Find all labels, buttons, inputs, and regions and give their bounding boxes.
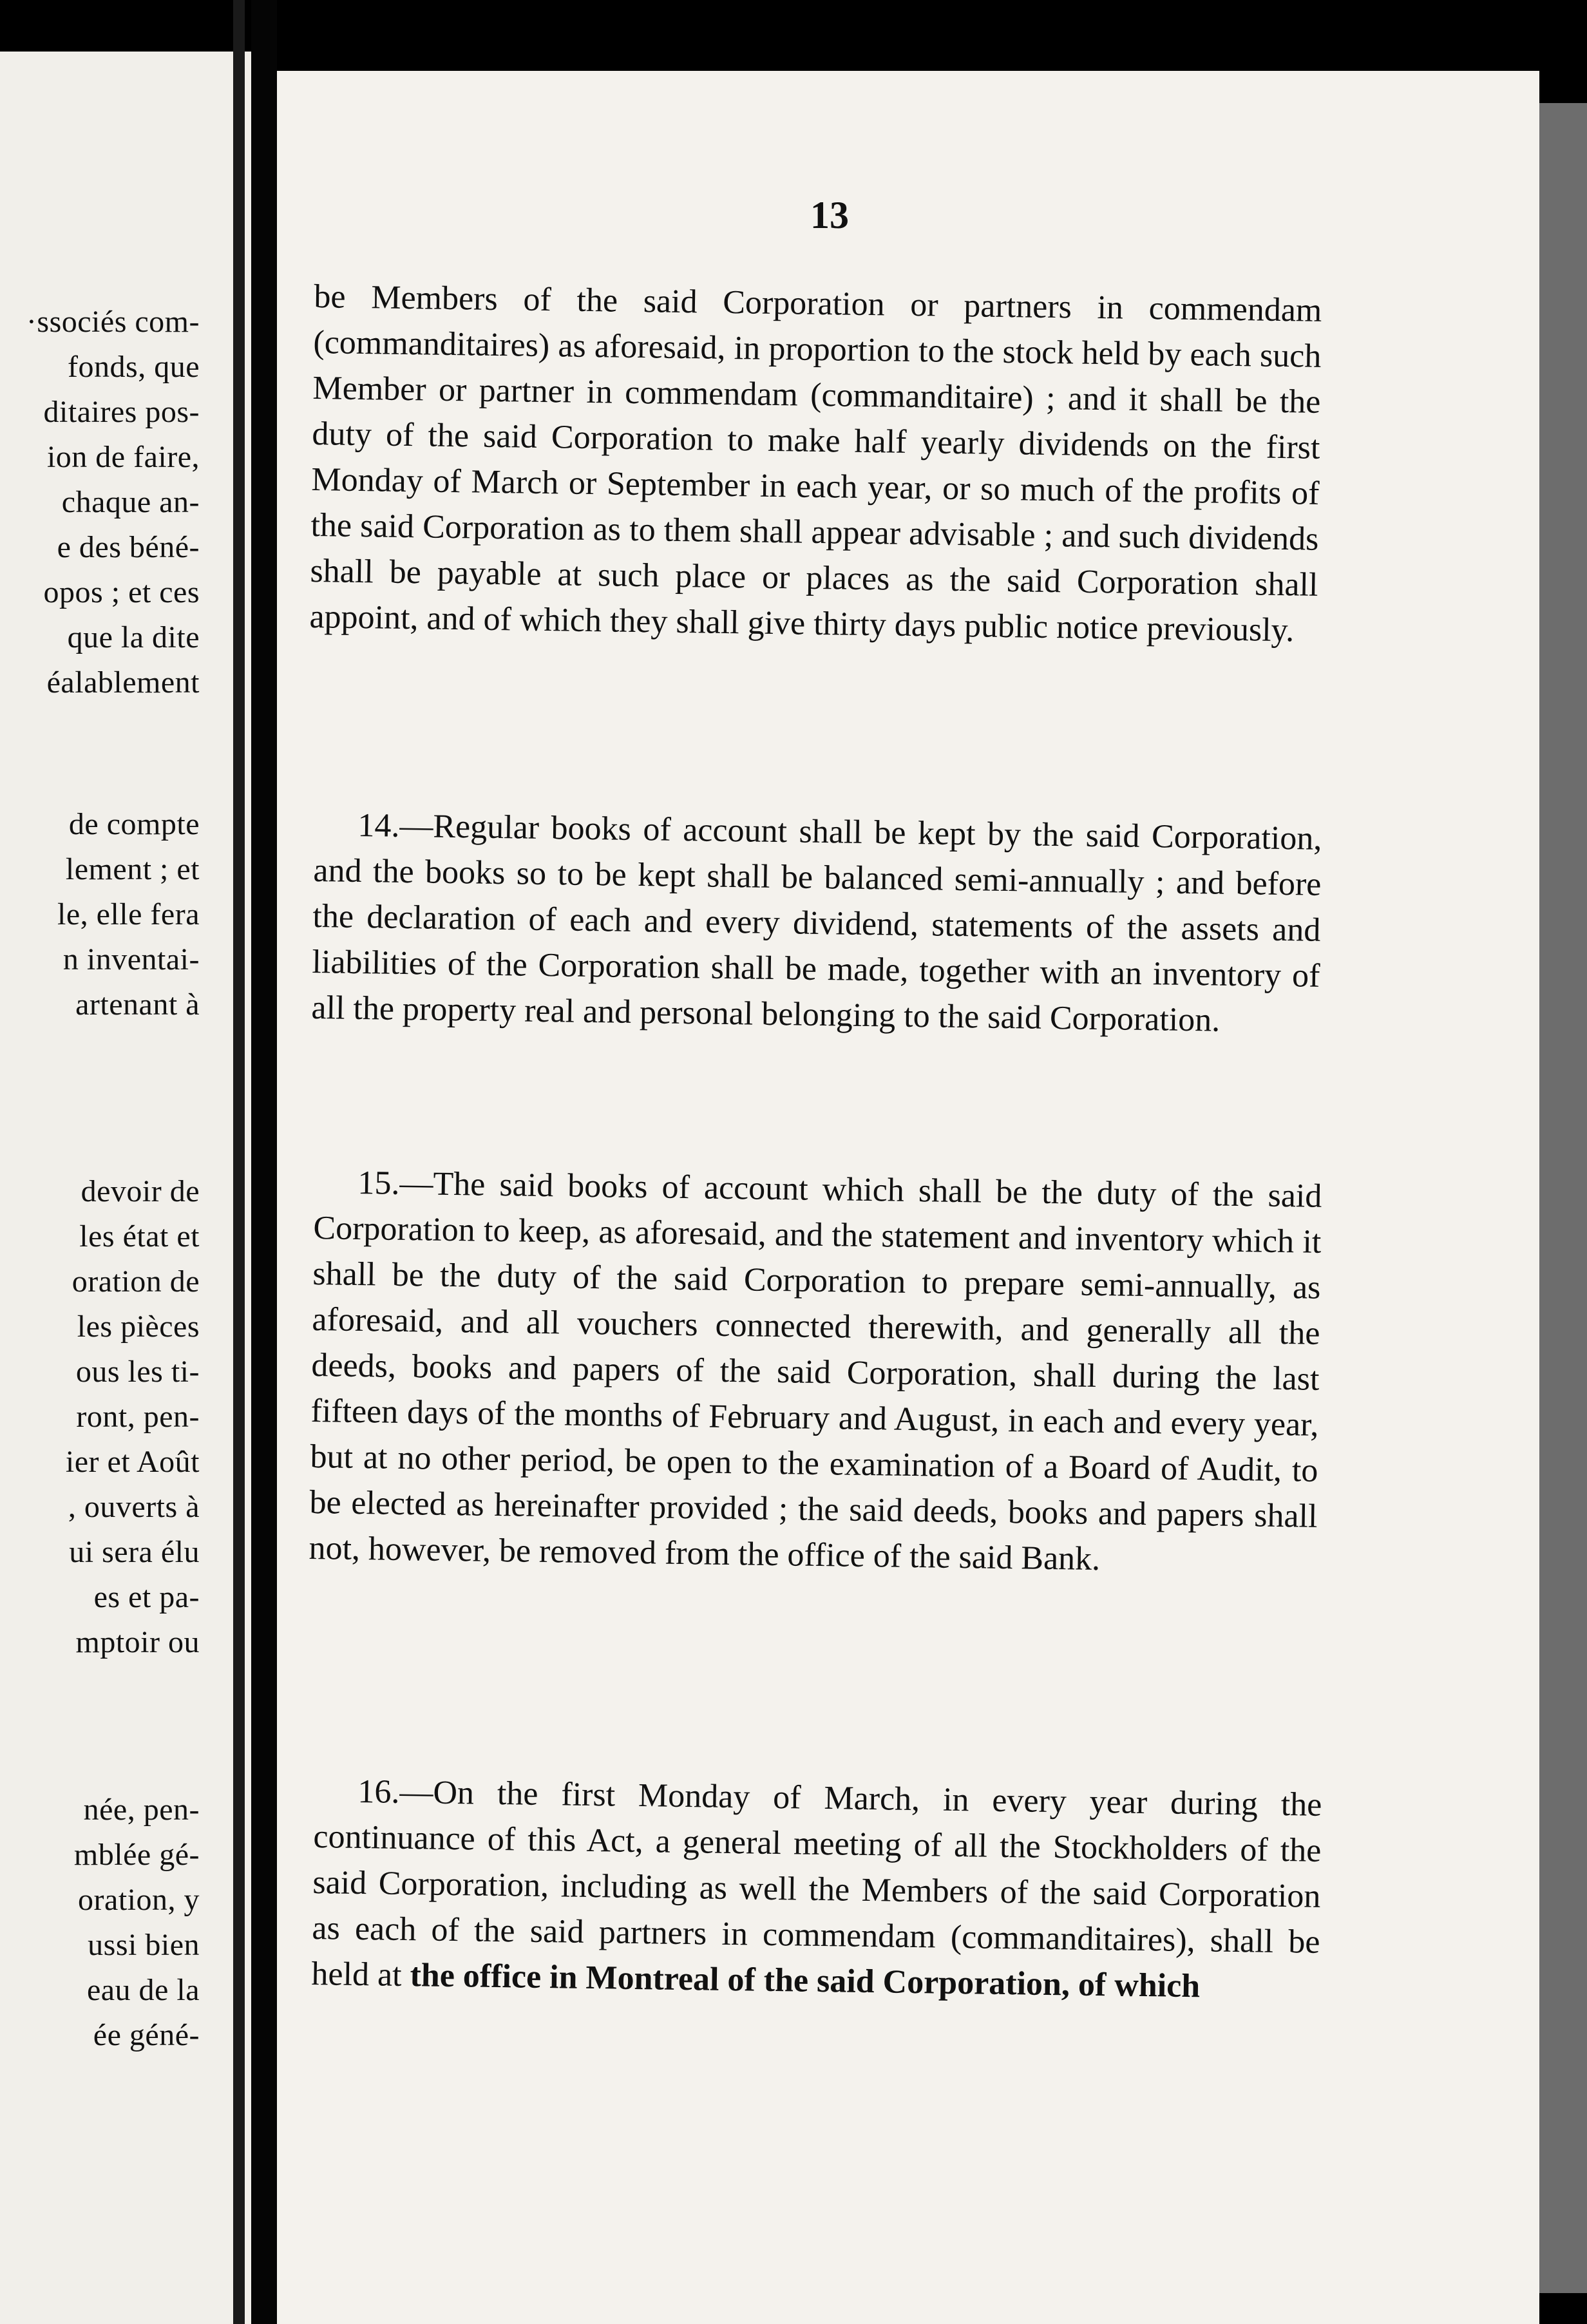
left-text-line: , ouverts à (68, 1490, 200, 1524)
paragraph-15 (309, 1159, 1322, 1585)
left-text-line: lement ; et (65, 852, 200, 886)
left-text-line: oration de (71, 1264, 200, 1299)
paragraph-text: 15.—The said books of account which shall be the duty of the said Corporation to keep, as aforesaid, and the statement and inventory which it shall be the duty of the said Corporation to prepare semi-annually, as aforesaid, and all vouchers connected therewith, and generally all the deeds, books and papers of the said Corporation, shall during the last fifteen days of the months of February and August, in each and every year, but at no other period, be open to the examination of a Board of Audit, to be elected as hereinafter provided ; the said deeds, books and papers shall not, however, be removed from the office of the said Bank. (309, 1164, 1322, 1578)
left-text-line: les pièces (77, 1310, 200, 1344)
paragraph-text: be Members of the said Corporation or partners in commendam (commanditaires) as aforesaid, in proportion to the stock held by each such Member or partner in commendam (commanditaire) ; and it shall be the duty of the said Corporation to make half yearly dividends on the first Monday of March or September in each year, or so much of the profits of the said Corporation as to them shall appear advisable ; and such dividends shall be payable at such place or places as the said Corporation shall appoint, and of which they shall give thirty days public notice previously. (309, 278, 1322, 649)
left-text-line: ée géné- (93, 2018, 200, 2052)
left-text-line: oration, y (78, 1883, 200, 1917)
page-number: 13 (810, 194, 849, 236)
left-text-line: opos ; et ces (43, 575, 200, 609)
paragraph-14 (311, 802, 1322, 1045)
left-text-line: née, pen- (83, 1793, 200, 1827)
left-text-line: n inventai- (62, 942, 200, 976)
gutter-shadow (233, 0, 245, 2324)
left-text-line: ussi bien (88, 1928, 200, 1962)
left-text-line: ·ssociés com- (26, 305, 200, 339)
page-edge (1539, 103, 1587, 2293)
left-text-line: ion de faire, (46, 440, 200, 474)
left-text-line: es et pa- (93, 1580, 200, 1614)
left-text-line: chaque an- (61, 485, 200, 519)
left-text-line: e des béné- (57, 530, 200, 564)
left-text-line: ier et Août (65, 1445, 200, 1479)
left-text-line: eau de la (86, 1973, 200, 2007)
left-text-line: éalablement (46, 665, 200, 700)
paragraph-text: 16.—On the first Monday of March, in every year during the continuance of this Act, a general meeting of all the Stockholders of the said Corporation, including as well the Members of the said Corporation as each of the said partners in commendam (commanditaires), shall be held at (311, 1773, 1322, 1994)
left-text-line: fonds, que (68, 350, 200, 384)
left-text-line: de compte (68, 807, 200, 841)
book-gutter (251, 0, 277, 2324)
paragraph-bold-line: the office in Montreal of the said Corporation, of which (410, 1957, 1201, 2005)
paragraph-16 (311, 1768, 1322, 2011)
left-text-line: mblée gé- (73, 1838, 200, 1872)
left-text-line: que la dite (67, 620, 200, 654)
left-text-line: ous les ti- (75, 1355, 200, 1389)
left-page (0, 52, 251, 2324)
left-text-line: le, elle fera (57, 897, 200, 931)
paragraph-text: 14.—Regular books of account shall be kept by the said Corporation, and the books so to be kept shall be balanced semi-annually ; and before the declaration of each and every dividend, statements of the assets and liabilities of the Corporation shall be made, together with an inventory of all the property real and personal belonging to the said Corporation. (311, 806, 1322, 1039)
left-text-line: ui sera élu (69, 1535, 200, 1569)
left-text-line: ront, pen- (76, 1400, 200, 1434)
left-text-line: mptoir ou (75, 1625, 200, 1659)
indent (314, 1193, 357, 1194)
indent (314, 835, 357, 836)
left-text-line: ditaires pos- (43, 395, 200, 429)
left-text-line: devoir de (81, 1174, 200, 1208)
paragraph-13-continued (309, 274, 1322, 654)
left-text-line: les état et (79, 1219, 200, 1253)
left-text-line: artenant à (75, 987, 200, 1022)
